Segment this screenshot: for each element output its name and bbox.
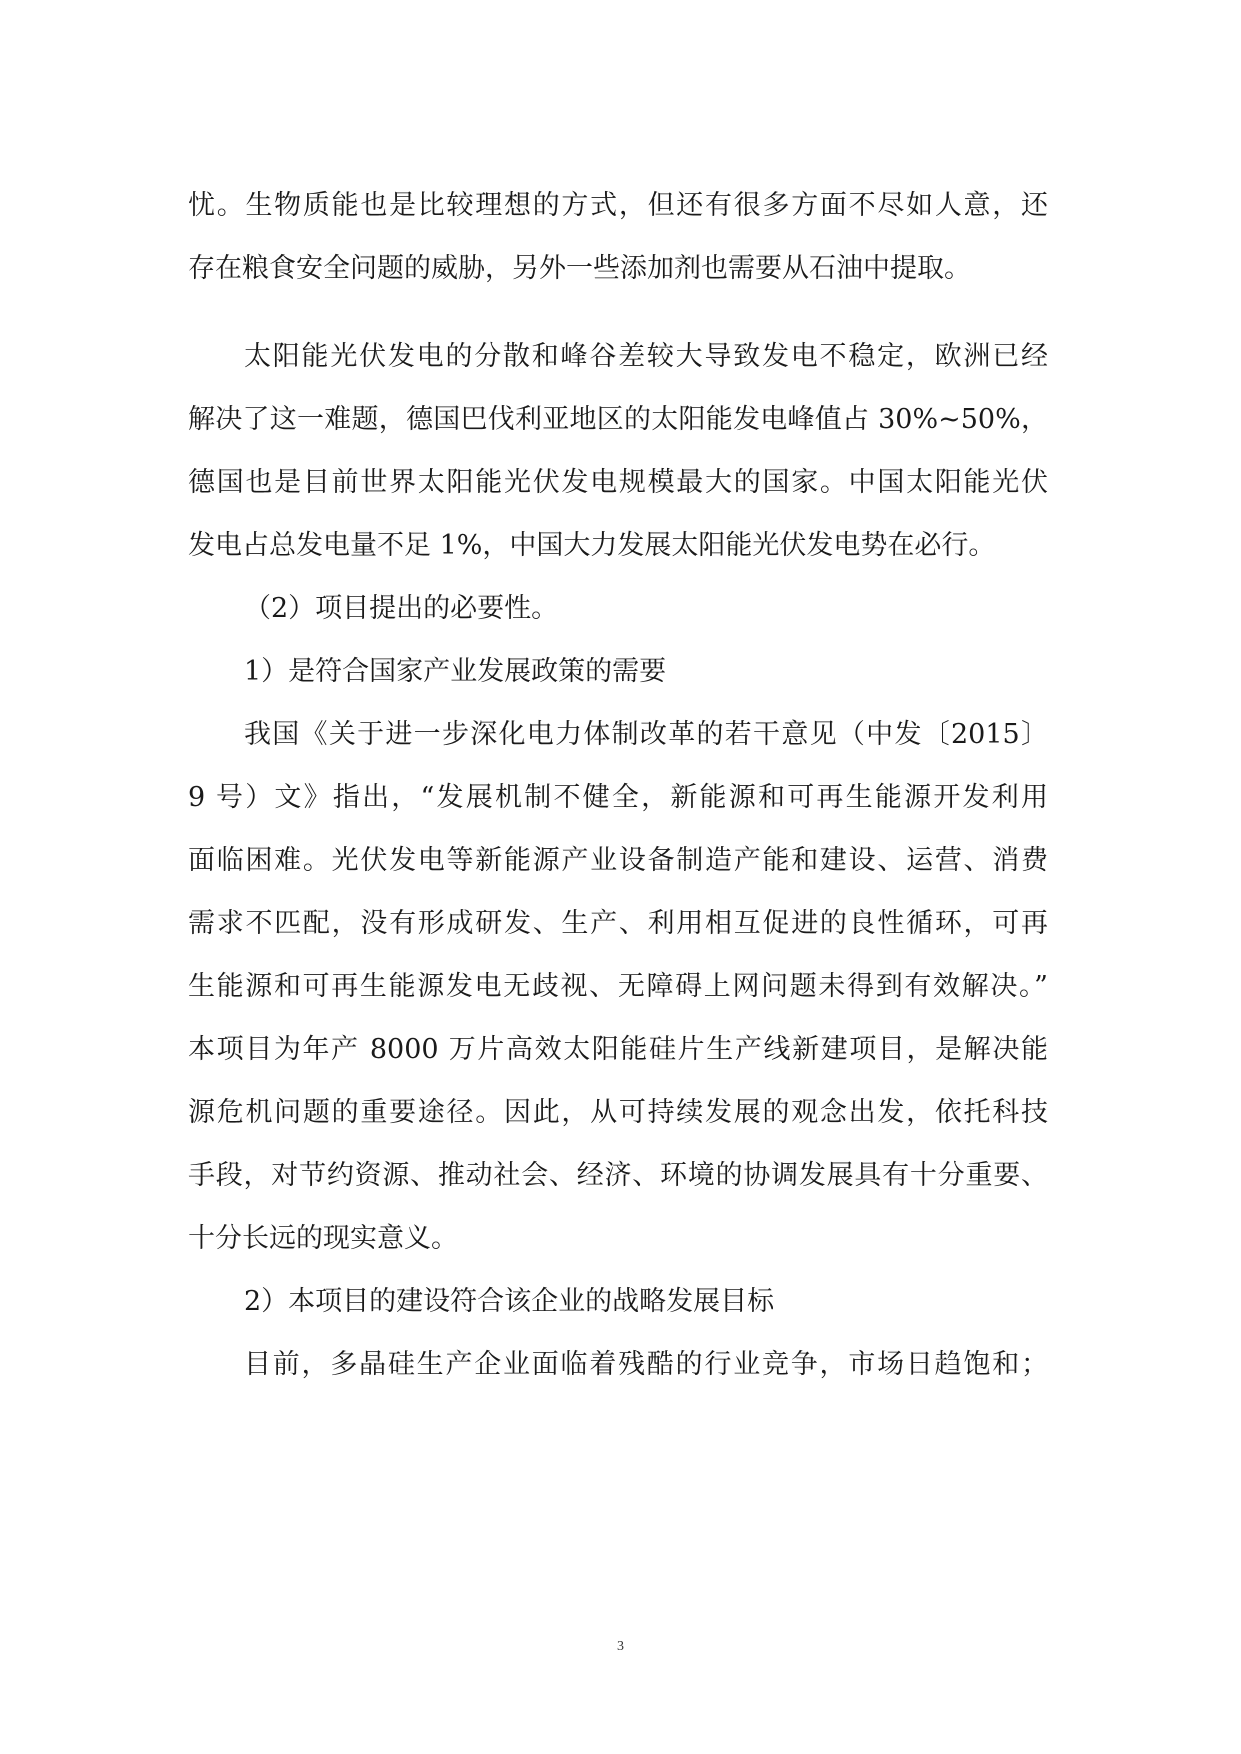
- subsection-heading: 2）本项目的建设符合该企业的战略发展目标: [244, 1286, 775, 1317]
- text-line: 太阳能光伏发电的分散和峰谷差较大导致发电不稳定，欧洲已经: [244, 341, 1048, 372]
- text-line: 德国也是目前世界太阳能光伏发电规模最大的国家。中国太阳能光伏: [188, 467, 1048, 498]
- text-line: 存在粮食安全问题的威胁，另外一些添加剂也需要从石油中提取。: [188, 253, 971, 284]
- text-line: 生能源和可再生能源发电无歧视、无障碍上网问题未得到有效解决。”: [188, 971, 1048, 1002]
- text-line: 手段，对节约资源、推动社会、经济、环境的协调发展具有十分重要、: [188, 1160, 1048, 1191]
- text-line: 源危机问题的重要途径。因此，从可持续发展的观念出发，依托科技: [188, 1097, 1048, 1128]
- text-line: 忧。生物质能也是比较理想的方式，但还有很多方面不尽如人意，还: [188, 190, 1048, 221]
- text-line: 面临困难。光伏发电等新能源产业设备制造产能和建设、运营、消费: [188, 845, 1048, 876]
- text-line: 目前，多晶硅生产企业面临着残酷的行业竞争，市场日趋饱和；: [244, 1349, 1048, 1380]
- text-line: 解决了这一难题，德国巴伐利亚地区的太阳能发电峰值占 30%~50%，: [188, 404, 1048, 435]
- section-heading: （2）项目提出的必要性。: [244, 593, 559, 624]
- text-line: 9 号）文》指出，“发展机制不健全，新能源和可再生能源开发利用: [188, 782, 1048, 813]
- text-line: 我国《关于进一步深化电力体制改革的若干意见（中发〔2015〕: [244, 719, 1048, 750]
- text-line: 十分长远的现实意义。: [188, 1223, 458, 1254]
- page-number: 3: [617, 1639, 624, 1654]
- text-line: 需求不匹配，没有形成研发、生产、利用相互促进的良性循环，可再: [188, 908, 1048, 939]
- text-line: 本项目为年产 8000 万片高效太阳能硅片生产线新建项目，是解决能: [188, 1034, 1048, 1065]
- text-line: 发电占总发电量不足 1%，中国大力发展太阳能光伏发电势在必行。: [188, 530, 996, 561]
- subsection-heading: 1）是符合国家产业发展政策的需要: [244, 656, 667, 687]
